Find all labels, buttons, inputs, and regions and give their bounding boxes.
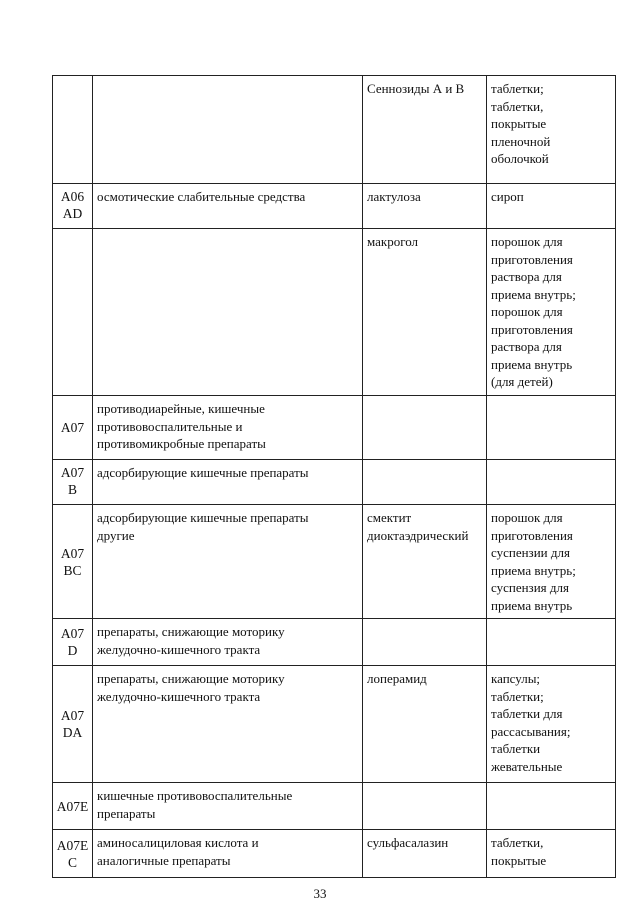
table-row (53, 460, 616, 505)
group-cell: препараты, снижающие моторику желудочно-кишечного тракта (93, 666, 363, 783)
inn-cell (363, 460, 487, 505)
page-number: 33 (313, 886, 327, 901)
group-cell: противодиарейные, кишечные противовоспалительные и противомикробные препараты (93, 396, 363, 460)
inn-cell: лоперамид (363, 666, 487, 783)
inn-cell: сульфасалазин (363, 830, 487, 878)
inn-cell: макрогол (363, 229, 487, 396)
atc-code-cell: A07 B (53, 460, 93, 505)
group-cell: аминосалициловая кислота и аналогичные препараты (93, 830, 363, 878)
table-row (53, 619, 616, 666)
table-row (53, 229, 616, 396)
dosage-form-cell (487, 460, 616, 505)
group-cell: препараты, снижающие моторику желудочно-кишечного тракта (93, 619, 363, 666)
group-cell: кишечные противовоспалительные препараты (93, 783, 363, 830)
dosage-form-cell: порошок для приготовления раствора для приема внутрь; порошок для приготовления раствора для приема внутрь (для детей) (487, 229, 616, 396)
dosage-form-cell: сироп (487, 184, 616, 229)
atc-code-cell: A07E C (53, 830, 93, 878)
group-cell (93, 229, 363, 396)
inn-cell (363, 396, 487, 460)
atc-code-cell (53, 76, 93, 184)
atc-code-cell (53, 229, 93, 396)
atc-code-cell: A07 DA (53, 666, 93, 783)
table-row (53, 76, 616, 184)
atc-code-cell: A07 (53, 396, 93, 460)
dosage-form-cell (487, 396, 616, 460)
table-row (53, 505, 616, 619)
dosage-form-cell: капсулы; таблетки; таблетки для рассасывания; таблетки жевательные (487, 666, 616, 783)
group-cell (93, 76, 363, 184)
table-row (53, 830, 616, 878)
dosage-form-cell: таблетки; таблетки, покрытые пленочной оболочкой (487, 76, 616, 184)
dosage-form-cell: таблетки, покрытые (487, 830, 616, 878)
atc-code-cell: A06 AD (53, 184, 93, 229)
atc-code-cell: A07E (53, 783, 93, 830)
group-cell: осмотические слабительные средства (93, 184, 363, 229)
inn-cell (363, 783, 487, 830)
inn-cell: Сеннозиды А и В (363, 76, 487, 184)
dosage-form-cell (487, 619, 616, 666)
dosage-form-cell: порошок для приготовления суспензии для приема внутрь; суспензия для приема внутрь (487, 505, 616, 619)
group-cell: адсорбирующие кишечные препараты другие (93, 505, 363, 619)
atc-code-cell: A07 D (53, 619, 93, 666)
table-row (53, 184, 616, 229)
dosage-form-cell (487, 783, 616, 830)
inn-cell (363, 619, 487, 666)
drug-table (52, 75, 616, 878)
table-row (53, 783, 616, 830)
inn-cell: смектит диоктаэдрический (363, 505, 487, 619)
group-cell: адсорбирующие кишечные препараты (93, 460, 363, 505)
atc-code-cell: A07 BC (53, 505, 93, 619)
table-row (53, 396, 616, 460)
inn-cell: лактулоза (363, 184, 487, 229)
table-row (53, 666, 616, 783)
